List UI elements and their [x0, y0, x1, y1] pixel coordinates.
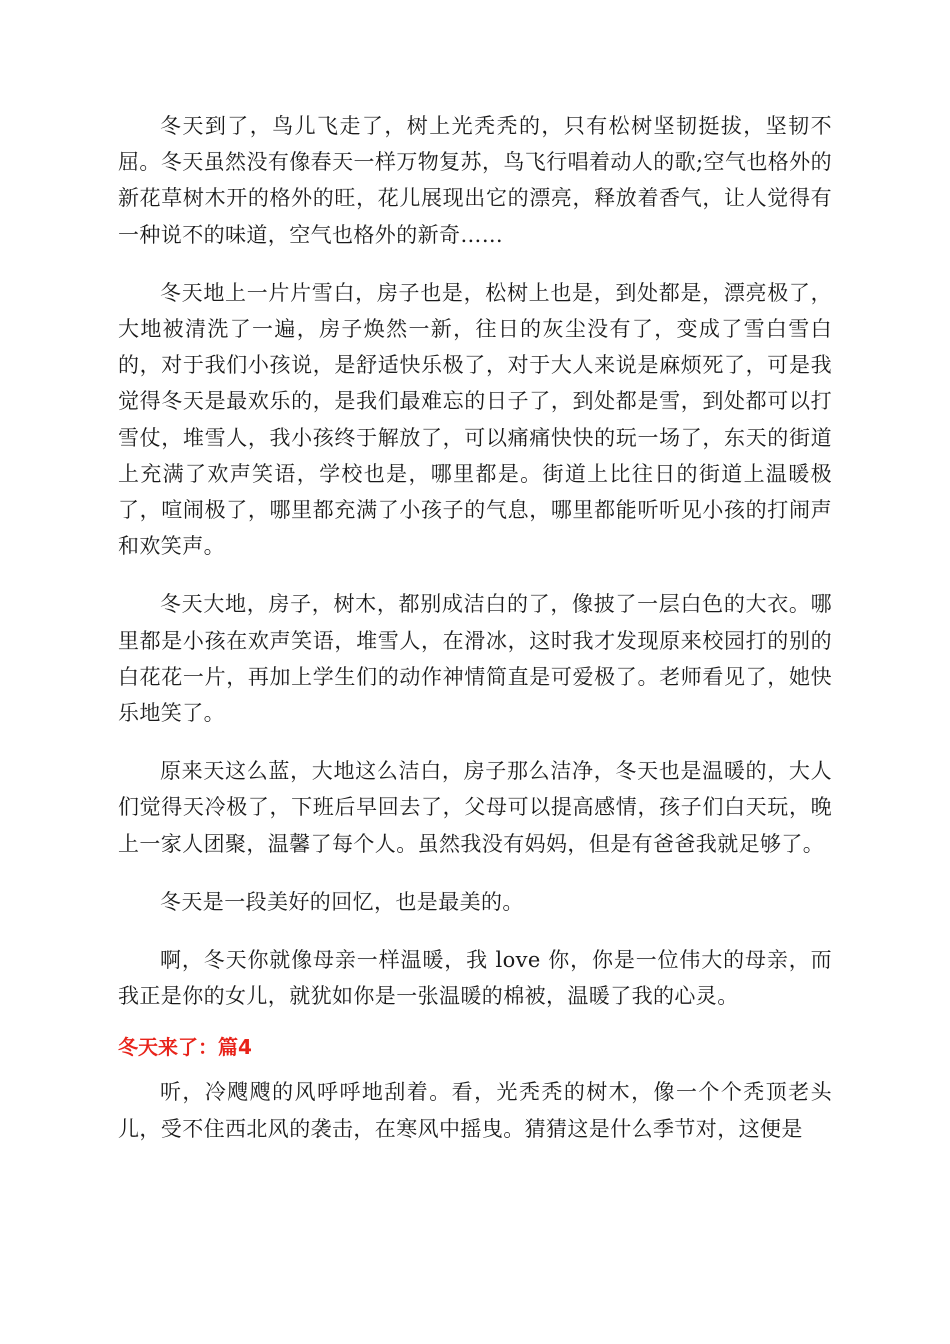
- paragraph-3: 冬天大地，房子，树木，都别成洁白的了，像披了一层白色的大衣。哪里都是小孩在欢声笑语，堆雪人，在滑冰，这时我才发现原来校园打的别的白花花一片，再加上学生们的动作神情简直是可爱极了。老师看见了，她快乐地笑了。: [118, 592, 832, 726]
- paragraph-1: 冬天到了，鸟儿飞走了，树上光秃秃的，只有松树坚韧挺拔，坚韧不屈。冬天虽然没有像春天一样万物复苏，鸟飞行唱着动人的歌;空气也格外的新花草树木开的格外的旺，花儿展现出它的漂亮，释放着香气，让人觉得有一种说不的味道，空气也格外的新奇……: [118, 114, 832, 247]
- paragraph-4: 原来天这么蓝，大地这么洁白，房子那么洁净，冬天也是温暖的，大人们觉得天冷极了，下班后早回去了，父母可以提高感情，孩子们白天玩，晚上一家人团聚，温馨了每个人。虽然我没有妈妈，但是有爸爸我就足够了。: [118, 759, 832, 856]
- section-heading: 冬天来了：篇4: [118, 1035, 252, 1060]
- paragraph-2: 冬天地上一片片雪白，房子也是，松树上也是，到处都是，漂亮极了，大地被清洗了一遍，房子焕然一新，往日的灰尘没有了，变成了雪白雪白的，对于我们小孩说，是舒适快乐极了，对于大人来说是麻烦死了，可是我觉得冬天是最欢乐的，是我们最难忘的日子了，到处都是雪，到处都可以打雪仗，堆雪人，我小孩终于解放了，可以痛痛快快的玩一场了，东天的街道上充满了欢声笑语，学校也是，哪里都是。街道上比往日的街道上温暖极了，喧闹极了，哪里都充满了小孩子的气息，哪里都能听听见小孩的打闹声和欢笑声。: [118, 280, 832, 559]
- paragraph-7: 听，冷飕飕的风呼呼地刮着。看，光秃秃的树木，像一个个秃顶老头儿，受不住西北风的袭击，在寒风中摇曳。猜猜这是什么季节对，这便是: [118, 1080, 832, 1141]
- paragraph-6: 啊，冬天你就像母亲一样温暖，我 love 你，你是一位伟大的母亲，而我正是你的女儿，就犹如你是一张温暖的棉被，温暖了我的心灵。: [118, 948, 832, 1009]
- paragraph-5: 冬天是一段美好的回忆，也是最美的。: [160, 889, 524, 914]
